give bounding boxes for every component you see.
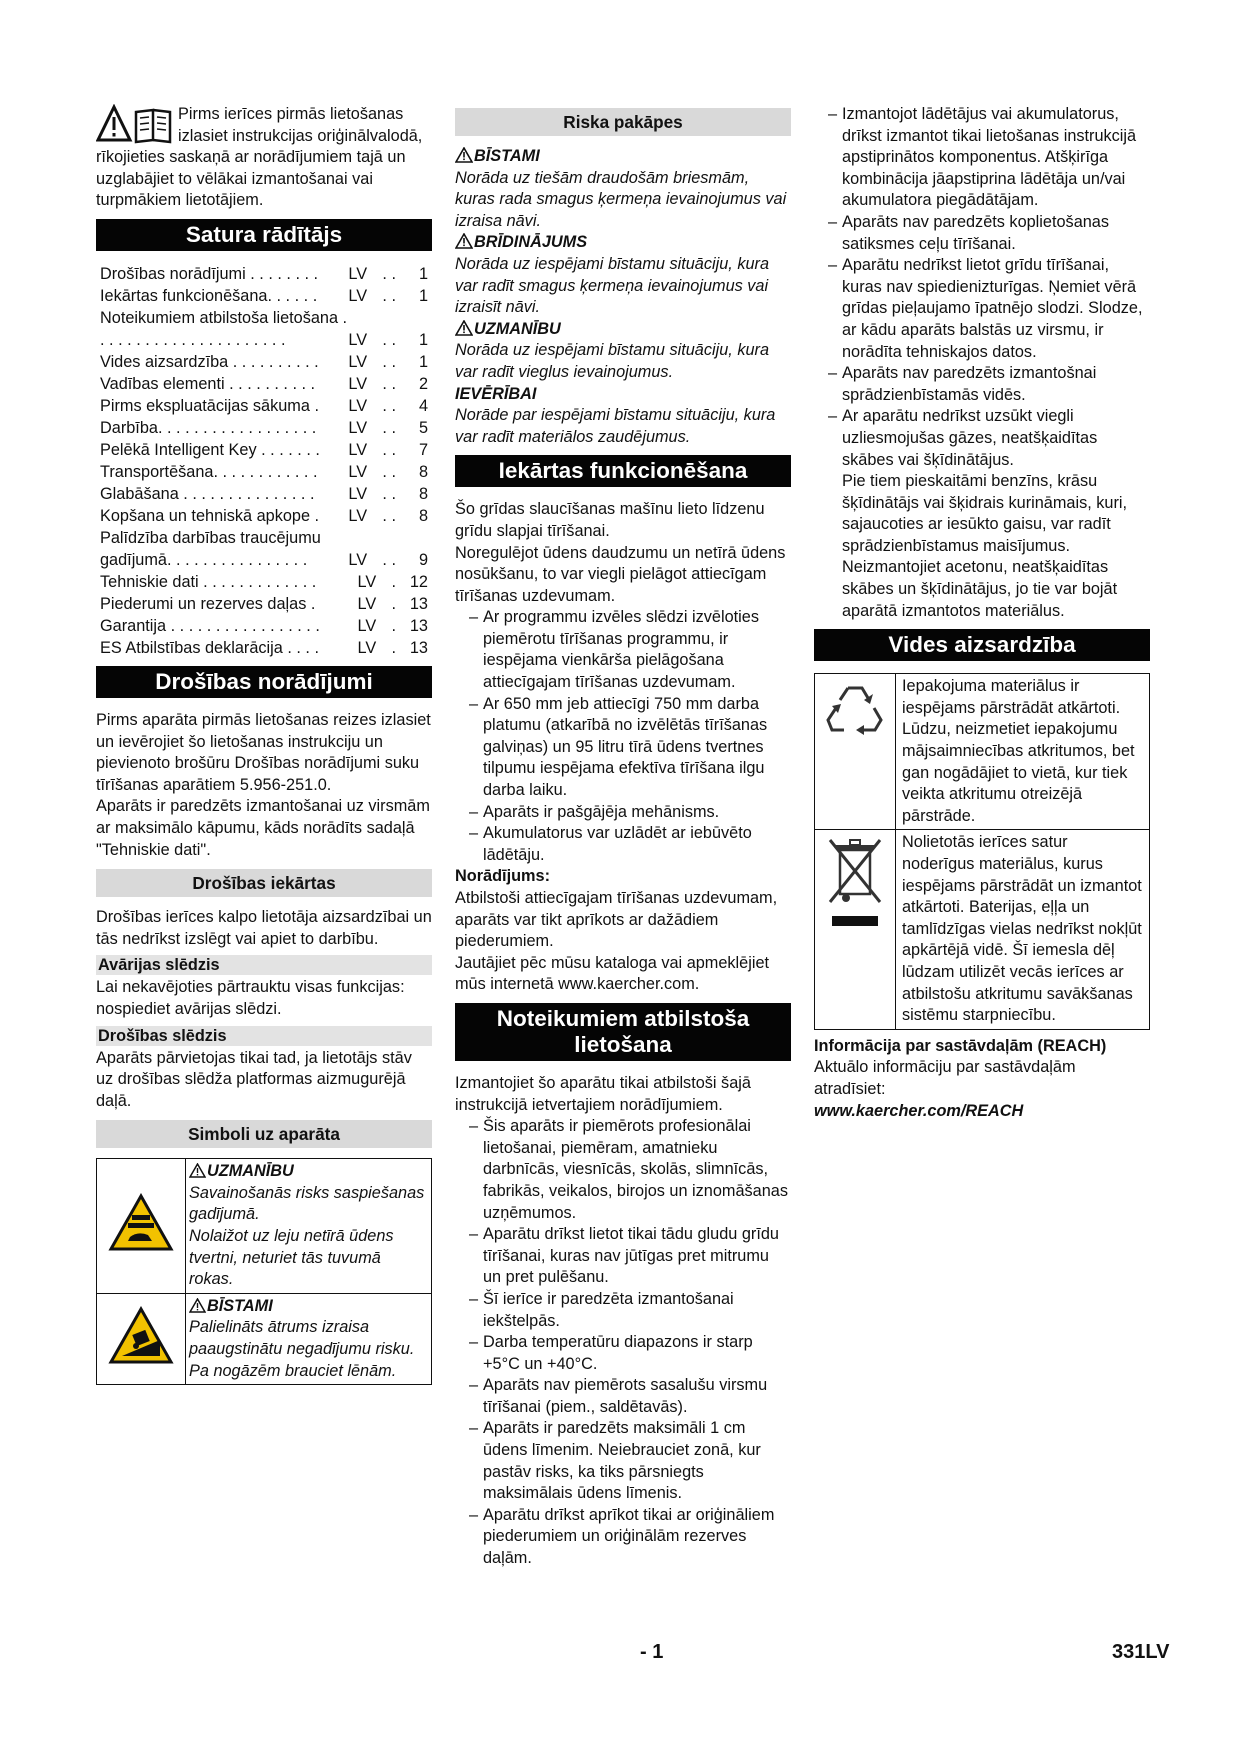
toc-item-title: Tehniskie dati — [100, 572, 199, 591]
bullet-item: – Aparāts nav paredzēts izmantošnai sprādzienbīstamās vidēs. — [814, 363, 1150, 406]
toc-item[interactable] — [100, 417, 428, 439]
risk-level-label-text: BRĪDINĀJUMS — [474, 233, 588, 252]
bullet-item: – Šī ierīce ir paredzēta izmantošanai iekštelpās. — [455, 1289, 791, 1332]
intro-text: Pirms ierīces pirmās lietošanas izlasiet instrukcijas oriģinālvalodā, rīkojieties saskaņā ar norādījumiem tajā un uzglabājiet to vēlākai izmantošanai vai turpmākiem lietotājiem. — [96, 105, 423, 210]
toc-item-page: 9 — [418, 550, 428, 569]
warning-triangle-icon — [455, 320, 473, 336]
table-of-contents — [100, 263, 428, 659]
note-text-2: Jautājiet pēc mūsu kataloga vai apmeklējiet mūs internetā www.kaercher.com. — [455, 953, 770, 994]
toc-item-title: Palīdzība darbības traucējumu gadījumā — [100, 528, 321, 569]
note-title: Norādījums: — [455, 867, 550, 886]
use-bullets-continued — [814, 104, 1150, 471]
column-right — [814, 104, 1150, 1122]
page-number: - 1 — [640, 1641, 664, 1663]
toc-item-dots: . . . . . . . . . . — [224, 374, 316, 393]
toc-item-title-wrap — [100, 351, 348, 373]
toc-item-dots: . — [310, 506, 320, 525]
toc-item-title: Garantija — [100, 616, 167, 635]
toc-item-dots: . . . . . . . . . . . . . . . — [178, 484, 315, 503]
bullet-item: – Akumulatorus var uzlādēt ar iebūvēto lādētāju. — [455, 823, 791, 866]
toc-item[interactable] — [100, 615, 428, 637]
safety-devices-title: Drošības iekārtas — [96, 869, 432, 897]
environment-title: Vides aizsardzība — [814, 629, 1150, 661]
function-bullets — [455, 607, 791, 866]
toc-item-sep: . . — [382, 484, 396, 503]
toc-item-lang: LV — [348, 396, 368, 415]
risk-level-text: Norāde par iespējami bīstamu situāciju, kura var radīt materiālos zaudējumus. — [455, 406, 776, 446]
toc-item-title-wrap — [100, 527, 348, 571]
toc-item-lang: LV — [348, 550, 368, 569]
bullet-item: – Ar 650 mm jeb attiecīgi 750 mm darba platumu (atkarībā no izvēlētās tīrīšanas galviņas) un 95 litru tīrā ūdens tvertnes tilpumu iespējama efektīva tīrīšana ilgu darba laiku. — [455, 694, 791, 802]
reach-link[interactable]: www.kaercher.com/REACH — [814, 1101, 1024, 1120]
toc-item-page: 1 — [418, 264, 428, 283]
crush-hazard-icon — [108, 1193, 174, 1253]
toc-item-page: 13 — [409, 594, 428, 613]
risk-level-text: Norāda uz iespējami bīstamu situāciju, kura var radīt smagus ķermeņa ievainojumus vai izraisīt nāvi. — [455, 254, 770, 317]
symbol-cell — [97, 1293, 186, 1384]
toc-item-title-wrap — [100, 263, 348, 285]
toc-item-dots: . . . . . . . . . . . . . . . . — [166, 550, 308, 569]
warning-manual-icon — [96, 104, 174, 144]
toc-item[interactable] — [100, 263, 428, 285]
function-text-2: Noregulējot ūdens daudzumu un netīrā ūdens nosūkšanu, to var viegli pielāgot attiecīgam tīrīšanas uzdevumam. — [455, 543, 786, 605]
toc-item-lang: LV — [348, 264, 368, 283]
intro-block — [96, 104, 432, 212]
toc-item-lang: LV — [348, 440, 368, 459]
bullet-item: – Ar programmu izvēles slēdzi izvēloties piemērotu tīrīšanas programmu, ir iespējama vienkārša pielāgošana attiecīgajam tīrīšanas uzdevumam. — [455, 607, 791, 693]
toc-item[interactable] — [100, 637, 428, 659]
warning-triangle-icon — [455, 147, 473, 163]
toc-item-lang: LV — [348, 484, 368, 503]
toc-item[interactable] — [100, 439, 428, 461]
toc-item-dots: . . . . . . . . — [245, 264, 319, 283]
risk-level-label — [455, 232, 791, 254]
toc-item-page: 1 — [418, 286, 428, 305]
toc-item-sep: . . — [382, 396, 396, 415]
risk-level-label-text: IEVĒRĪBAI — [455, 384, 537, 403]
toc-item-lang: LV — [357, 594, 377, 613]
safety-devices-text: Drošības ierīces kalpo lietotāja aizsardzībai un tās nedrīkst izslēgt vai apiet to darbību. — [96, 908, 432, 948]
toc-item-sep: . . — [382, 330, 396, 349]
emergency-switch-text: Lai nekavējoties pārtrauktu visas funkcijas: nospiediet avārijas slēdzi. — [96, 978, 405, 1018]
safety-switch-text: Aparāts pārvietojas tikai tad, ja lietotājs stāv uz drošības slēdža platformas aizmugurējā daļā. — [96, 1048, 412, 1110]
risk-level-text: Norāda uz iespējami bīstamu situāciju, kura var radīt vieglus ievainojumus. — [455, 341, 770, 381]
use-text: Izmantojiet šo aparātu tikai atbilstoši šajā instrukcijā ietvertajiem norādījumiem. — [455, 1073, 751, 1114]
toc-item-page: 7 — [418, 440, 428, 459]
toc-item-page: 12 — [409, 572, 428, 591]
symbol-label: BĪSTAMI — [189, 1296, 428, 1318]
use-title: Noteikumiem atbilstoša lietošana — [455, 1003, 791, 1061]
toc-item-lang: LV — [357, 638, 377, 657]
toc-item[interactable] — [100, 461, 428, 483]
toc-item-title: Noteikumiem atbilstoša lietošana — [100, 308, 339, 327]
toc-item-dots: . . . . . . . — [256, 440, 320, 459]
toc-item-title: Darbība — [100, 418, 158, 437]
toc-item-title-wrap — [100, 483, 348, 505]
risk-levels — [455, 146, 791, 448]
bullet-item: – Aparātu drīkst lietot tikai tādu gludu grīdu tīrīšanai, kuras nav jūtīgas pret mitrumu un pret pulēšanu. — [455, 1224, 791, 1289]
toc-item[interactable] — [100, 483, 428, 505]
toc-item-page: 8 — [418, 462, 428, 481]
environment-icon-cell — [815, 830, 896, 1029]
symbol-text: Palielināts ātrums izraisa paaugstinātu negadījumu risku. — [189, 1318, 415, 1359]
bullet-item: – Aparāts ir paredzēts maksimāli 1 cm ūdens līmenim. Neiebrauciet zonā, kur pastāv risks, ka tiks pārsniegts maksimālais ūdens līmenis. — [455, 1418, 791, 1504]
toc-item-dots: . — [309, 396, 319, 415]
toc-item-sep: . . — [382, 440, 396, 459]
safety-title: Drošības norādījumi — [96, 666, 432, 698]
toc-item[interactable] — [100, 571, 428, 593]
toc-title: Satura rādītājs — [96, 219, 432, 251]
symbol-row — [97, 1159, 432, 1294]
toc-item-dots: . . . . . . . . . . . . — [213, 462, 318, 481]
toc-item[interactable] — [100, 351, 428, 373]
risk-level-text: Norāda uz tiešām draudošām briesmām, kuras rada smagus ķermeņa ievainojumus vai izraisa nāvi. — [455, 168, 787, 230]
toc-item-sep: . . — [382, 264, 396, 283]
toc-item-dots: . . . . . . . . . . . . . . . . . . — [157, 418, 317, 437]
toc-item-title: Vides aizsardzība — [100, 352, 229, 371]
note-text: Atbilstoši attiecīgajam tīrīšanas uzdevumam, aparāts var tikt aprīkots ar dažādiem piederumiem. — [455, 889, 778, 951]
toc-item-dots: . . . . . . — [267, 286, 318, 305]
risk-level-label — [455, 384, 791, 406]
recycling-icon — [826, 680, 884, 736]
toc-item-page: 13 — [409, 638, 428, 657]
toc-item-title-wrap — [100, 505, 348, 527]
environment-icon-cell — [815, 674, 896, 830]
toc-item[interactable] — [100, 505, 428, 527]
safety-text: Pirms aparāta pirmās lietošanas reizes izlasiet un ievērojiet šo lietošanas instrukciju un pievienoto brošūru Drošības norādījumi suku tīrīšanas aparātiem 5.956-251.0. — [96, 710, 431, 794]
toc-item-sep: . . — [382, 286, 396, 305]
slope-hazard-icon — [108, 1306, 174, 1366]
toc-item-dots: . . . . . . . . . . . . . — [198, 572, 317, 591]
bullet-item: – Šis aparāts ir piemērots profesionālai lietošanai, piemēram, amatnieku darbnīcās, viesnīcās, skolās, slimnīcās, fabrikās, veikalos, birojos un iznomāšanas uzņēmumos. — [455, 1116, 791, 1224]
toc-item-lang: LV — [348, 330, 368, 349]
environment-row — [815, 674, 1150, 830]
warning-triangle-icon — [189, 1163, 206, 1178]
page-code: 331LV — [1112, 1641, 1170, 1663]
column-middle — [455, 104, 791, 1570]
bullet-item: – Ar aparātu nedrīkst uzsūkt viegli uzliesmojušas gāzes, neatšķaidītas skābes vai šķīdinātājus. — [814, 406, 1150, 471]
toc-item-title: Pirms ekspluatācijas sākuma — [100, 396, 310, 415]
symbol-row — [97, 1293, 432, 1384]
risk-level-label-text: BĪSTAMI — [474, 147, 540, 165]
toc-item-title: Vadības elementi — [100, 374, 225, 393]
toc-item-title: Transportēšana — [100, 462, 214, 481]
toc-item-sep: . — [391, 638, 396, 657]
toc-item-page: 4 — [418, 396, 428, 415]
toc-item[interactable] — [100, 395, 428, 417]
bullet-item: – Darba temperatūru diapazons ir starp +5°C un +40°C. — [455, 1332, 791, 1375]
toc-item-title-wrap — [100, 461, 348, 483]
toc-item-sep: . . — [382, 418, 396, 437]
toc-item[interactable] — [100, 307, 428, 351]
toc-item-sep: . . — [382, 550, 396, 569]
function-text: Šo grīdas slaucīšanas mašīnu lieto līdzenu grīdu slapjai tīrīšanai. — [455, 500, 765, 540]
crossed-bin-icon — [826, 836, 884, 936]
bullet-item: – Aparāts nav piemērots sasalušu virsmu tīrīšanai (piem., saldētavās). — [455, 1375, 791, 1418]
toc-item-sep: . . — [382, 374, 396, 393]
use-bullets — [455, 1116, 791, 1569]
toc-item-lang: LV — [348, 352, 368, 371]
toc-item-dots: . . . . . . . . . . . . . . . . . . . . . . — [100, 308, 348, 349]
toc-item-lang: LV — [348, 418, 368, 437]
toc-item-title-wrap — [100, 615, 357, 637]
safety-switch-title: Drošības slēdzis — [96, 1026, 432, 1046]
toc-item-title: Iekārtas funkcionēšana — [100, 286, 268, 305]
bullet-item: – Aparāts ir pašgājēja mehānisms. — [455, 802, 791, 824]
risk-level-label — [455, 146, 791, 168]
toc-item-sep: . — [391, 572, 396, 591]
toc-item-page: 1 — [418, 352, 428, 371]
toc-item-page: 8 — [418, 506, 428, 525]
bullet-item: – Izmantojot lādētājus vai akumulatorus, drīkst izmantot tikai lietošanas instrukcijā apstiprinātos komponentus. Atšķirīga kombinācija jāapstiprina lādētāja un/vai akumulatora piegādātājam. — [814, 104, 1150, 212]
toc-item-lang: LV — [357, 616, 377, 635]
toc-item-title-wrap — [100, 285, 348, 307]
use-extra-text: Pie tiem pieskaitāmi benzīns, krāsu šķīdinātājs vai šķidrais kurināmais, kuri, sajaucoties ar iesūkto gaisu, var radīt sprādzienbīstamus maisījumus. Neizmantojiet acetonu, neatšķaidītas skābes un šķīdinātājus, jo tie var bojāt aparātā izmantotos materiālus. — [842, 472, 1128, 620]
reach-title: Informācija par sastāvdaļām (REACH) — [814, 1036, 1107, 1055]
toc-item-title: Glabāšana — [100, 484, 179, 503]
symbol-text-2: Pa nogāzēm brauciet lēnām. — [189, 1361, 397, 1380]
toc-item-page: 1 — [418, 330, 428, 349]
toc-item[interactable] — [100, 527, 428, 571]
toc-item-title-wrap — [100, 417, 348, 439]
toc-item-page: 13 — [409, 616, 428, 635]
toc-item-sep: . . — [382, 352, 396, 371]
toc-item-title: Piederumi un rezerves daļas — [100, 594, 307, 613]
symbols-table — [96, 1158, 432, 1385]
safety-text-2: Aparāts ir paredzēts izmantošanai uz virsmām ar maksimālo kāpumu, kāds norādīts sadaļā "Tehniskie dati". — [96, 797, 430, 859]
symbol-text-cell — [186, 1293, 432, 1384]
risk-level-label — [455, 319, 791, 341]
symbols-title: Simboli uz aparāta — [96, 1120, 432, 1148]
toc-item-title: Pelēkā Intelligent Key — [100, 440, 257, 459]
toc-item-sep: . — [391, 594, 396, 613]
symbol-text-cell — [186, 1159, 432, 1294]
toc-item-title-wrap — [100, 637, 357, 659]
risk-level-label-text: UZMANĪBU — [474, 319, 561, 338]
toc-item-lang: LV — [357, 572, 377, 591]
column-left — [96, 104, 432, 1385]
toc-item-title: ES Atbilstības deklarācija — [100, 638, 283, 657]
bullet-item: – Aparāts nav paredzēts koplietošanas satiksmes ceļu tīrīšanai. — [814, 212, 1150, 255]
toc-item[interactable] — [100, 373, 428, 395]
environment-text-cell: Nolietotās ierīces satur noderīgus materiālus, kurus iespējams pārstrādāt un izmantot atkārtoti. Baterijas, eļļa un tamlīdzīgas vielas nedrīkst nokļūt apkārtējā vidē. Šī iemesla dēļ lūdzam utilizēt vecās ierīces ar atbilstošu atkritumu savākšanas sistēmu starpniecību. — [896, 830, 1150, 1029]
toc-item-lang: LV — [348, 506, 368, 525]
toc-item-lang: LV — [348, 374, 368, 393]
toc-item-dots: . . . . . . . . . . . . . . . . . — [166, 616, 320, 635]
toc-item-sep: . — [391, 616, 396, 635]
toc-item[interactable] — [100, 285, 428, 307]
toc-item-page: 8 — [418, 484, 428, 503]
toc-item-dots: . . . . — [282, 638, 320, 657]
symbol-text: Savainošanās risks saspiešanas gadījumā. — [189, 1183, 425, 1224]
function-title: Iekārtas funkcionēšana — [455, 455, 791, 487]
toc-item-title-wrap — [100, 395, 348, 417]
warning-triangle-icon — [455, 233, 473, 249]
risk-title: Riska pakāpes — [455, 108, 791, 136]
symbol-label: UZMANĪBU — [189, 1161, 428, 1183]
toc-item-lang: LV — [348, 462, 368, 481]
toc-item-dots: . . . . . . . . . . — [228, 352, 319, 371]
toc-item-page: 2 — [418, 374, 428, 393]
toc-item-lang: LV — [348, 286, 368, 305]
reach-text: Aktuālo informāciju par sastāvdaļām atradīsiet: — [814, 1058, 1076, 1098]
emergency-switch-title: Avārijas slēdzis — [96, 955, 432, 975]
toc-item-title: Kopšana un tehniskā apkope — [100, 506, 311, 525]
toc-item-title: Drošības norādījumi — [100, 264, 246, 283]
bullet-item: – Aparātu drīkst aprīkot tikai ar oriģināliem piederumiem un oriģinālām rezerves daļām. — [455, 1505, 791, 1570]
toc-item-title-wrap — [100, 439, 348, 461]
bullet-item: – Aparātu nedrīkst lietot grīdu tīrīšanai, kuras nav spiedienizturīgas. Ņemiet vērā grīdas pieļaujamo īpatnējo slodzi. Slodze, ar kādu aparāts balstās uz virsmu, ir norādīta tehniskajos datos. — [814, 255, 1150, 363]
toc-item-sep: . . — [382, 506, 396, 525]
toc-item-sep: . . — [382, 462, 396, 481]
toc-item-dots: . — [306, 594, 316, 613]
toc-item[interactable] — [100, 593, 428, 615]
warning-triangle-icon — [189, 1298, 206, 1313]
environment-table — [814, 673, 1150, 1030]
environment-text-cell: Iepakojuma materiālus ir iespējams pārstrādāt atkārtoti. Lūdzu, neizmetiet iepakojumu mājsaimniecības atkritumos, bet gan nogādājiet to vietā, kur tiek veikta atkritumu otreizējā pārstrāde. — [896, 674, 1150, 830]
toc-item-title-wrap — [100, 571, 357, 593]
toc-item-title-wrap — [100, 593, 357, 615]
environment-row — [815, 830, 1150, 1029]
symbol-text-2: Nolaižot uz leju netīrā ūdens tvertni, neturiet tās tuvumā rokas. — [189, 1227, 394, 1289]
toc-item-page: 5 — [418, 418, 428, 437]
symbol-cell — [97, 1159, 186, 1294]
toc-item-title-wrap — [100, 307, 348, 351]
toc-item-title-wrap — [100, 373, 348, 395]
